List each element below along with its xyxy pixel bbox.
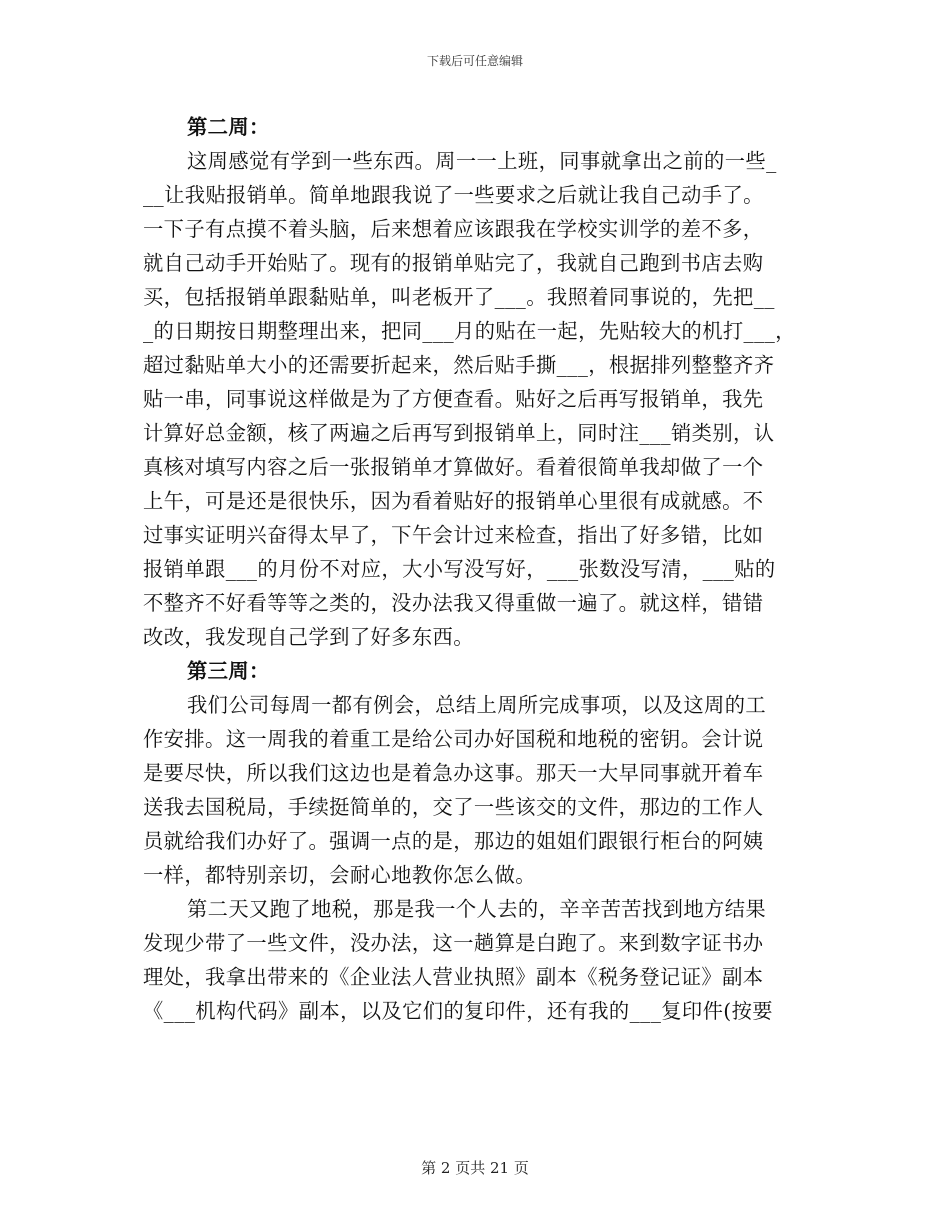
text-line: 作安排。这一周我的着重工是给公司办好国税和地税的密钥。会计说 xyxy=(143,727,764,751)
text-line: 就自己动手开始贴了。现有的报销单贴完了，我就自己跑到书店去购 xyxy=(143,251,764,275)
paragraph-week-2-1 xyxy=(143,144,807,654)
section-heading-week-2: 第二周： xyxy=(187,115,270,139)
text-line: 一下子有点摸不着头脑，后来想着应该跟我在学校实训学的差不多， xyxy=(143,217,764,241)
text-line: 贴一串，同事说这样做是为了方便查看。贴好之后再写报销单，我先 xyxy=(143,387,764,411)
text-line: 不整齐不好看等等之类的，没办法我又得重做一遍了。就这样，错错 xyxy=(143,591,764,615)
page-header: 下载后可任意编辑 xyxy=(426,54,523,68)
text-line: 计算好总金额，核了两遍之后再写到报销单上，同时注___销类别，认 xyxy=(143,421,775,445)
text-line: 报销单跟___的月份不对应，大小写没写好，___张数没写清，___贴的 xyxy=(143,557,776,581)
text-line: _的日期按日期整理出来，把同___月的贴在一起，先贴较大的机打___， xyxy=(143,319,796,343)
text-line: 过事实证明兴奋得太早了，下午会计过来检查，指出了好多错，比如 xyxy=(143,523,764,547)
text-line: 是要尽快，所以我们这边也是着急办这事。那天一大早同事就开着车 xyxy=(143,761,764,785)
section-heading-week-3: 第三周： xyxy=(187,659,270,683)
text-line: 改改，我发现自己学到了好多东西。 xyxy=(143,625,474,649)
text-line: 第二天又跑了地税，那是我一个人去的，辛辛苦苦找到地方结果 xyxy=(187,897,767,921)
text-line: 一样，都特别亲切，会耐心地教你怎么做。 xyxy=(143,863,536,887)
text-line: 买，包括报销单跟黏贴单，叫老板开了___。我照着同事说的，先把__ xyxy=(143,285,775,309)
text-line: 理处，我拿出带来的《企业法人营业执照》副本《税务登记证》副本 xyxy=(143,965,764,989)
text-line: 发现少带了一些文件，没办法，这一趟算是白跑了。来到数字证书办 xyxy=(143,931,764,955)
paragraph-week-3-2 xyxy=(143,892,807,1028)
text-line: 送我去国税局，手续挺简单的，交了一些该交的文件，那边的工作人 xyxy=(143,795,764,819)
text-line: 我们公司每周一都有例会，总结上周所完成事项，以及这周的工 xyxy=(187,693,767,717)
text-line: 员就给我们办好了。强调一点的是，那边的姐姐们跟银行柜台的阿姨 xyxy=(143,829,764,853)
text-line: 上午，可是还是很快乐，因为看着贴好的报销单心里很有成就感。不 xyxy=(143,489,764,513)
text-line: 《___机构代码》副本，以及它们的复印件，还有我的___复印件(按要 xyxy=(143,999,773,1023)
paragraph-week-3-1 xyxy=(143,688,807,892)
text-line: __让我贴报销单。简单地跟我说了一些要求之后就让我自己动手了。 xyxy=(143,183,764,207)
text-line: 这周感觉有学到一些东西。周一一上班，同事就拿出之前的一些_ xyxy=(187,149,777,173)
text-line: 真核对填写内容之后一张报销单才算做好。看着很简单我却做了一个 xyxy=(143,455,764,479)
document-body xyxy=(143,110,807,1028)
text-line: 超过黏贴单大小的还需要折起来，然后贴手撕___，根据排列整整齐齐 xyxy=(143,353,775,377)
page-number: 第 2 页共 21 页 xyxy=(421,1159,529,1177)
